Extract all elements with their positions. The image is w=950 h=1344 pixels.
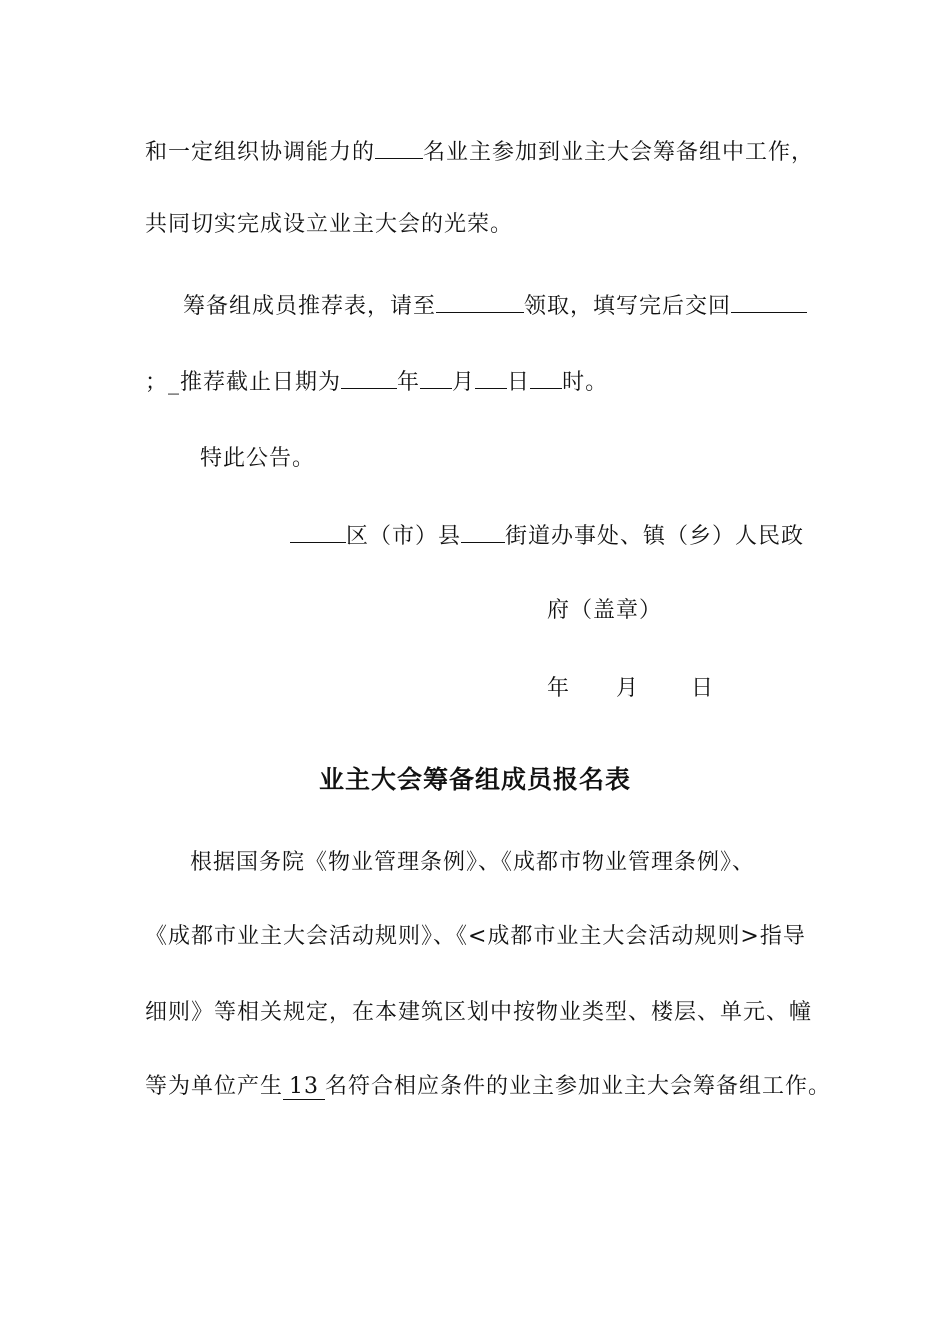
blank-underline — [375, 136, 423, 159]
paragraph-line: 《成都市业主大会活动规则》、《<成都市业主大会活动规则>指导 — [145, 924, 806, 949]
text: 名业主参加到业主大会筹备组中工作， — [423, 140, 815, 165]
blank-underline — [461, 520, 505, 543]
text: 日 — [507, 370, 531, 395]
text: 筹备组成员推荐表，请至 — [183, 294, 437, 319]
date-line — [547, 674, 714, 704]
text: 等为单位产生 — [145, 1074, 284, 1099]
paragraph-line: 细则》等相关规定，在本建筑区划中按物业类型、楼层、单元、幢 — [145, 1000, 813, 1025]
text: 领取，填写完后交回 — [524, 294, 732, 319]
text: 年 — [547, 676, 571, 701]
text: 区（市）县 — [346, 524, 462, 549]
blank-underline — [530, 366, 562, 389]
paragraph-line: 根据国务院《物业管理条例》、《成都市物业管理条例》、 — [190, 850, 756, 875]
text: 日 — [691, 676, 715, 701]
paragraph-line: 共同切实完成设立业主大会的光荣。 — [145, 212, 514, 237]
blank-underline — [420, 366, 452, 389]
count-value: 13 — [283, 1074, 325, 1100]
notice-line: 特此公告。 — [200, 446, 316, 471]
blank-underline — [341, 366, 397, 389]
blank-underline — [475, 366, 507, 389]
text: 月 — [616, 676, 640, 701]
text: 名符合相应条件的业主参加业主大会筹备组工作。 — [325, 1074, 832, 1099]
blank-underline — [290, 520, 346, 543]
signature-line — [290, 520, 804, 552]
page-title: 业主大会筹备组成员报名表 — [318, 765, 631, 794]
paragraph-line — [145, 366, 608, 398]
text: 和一定组织协调能力的 — [145, 140, 376, 165]
text: 时。 — [562, 370, 609, 395]
text: 年 — [397, 370, 421, 395]
signature-line: 府（盖章） — [547, 598, 663, 623]
paragraph-line — [145, 1072, 831, 1102]
blank-underline — [731, 290, 807, 313]
text: 街道办事处、镇（乡）人民政 — [505, 524, 805, 549]
paragraph-line — [183, 290, 807, 322]
blank-underline — [436, 290, 524, 313]
paragraph-line — [145, 136, 814, 168]
text: ；_推荐截止日期为 — [145, 370, 342, 395]
text: 月 — [452, 370, 476, 395]
